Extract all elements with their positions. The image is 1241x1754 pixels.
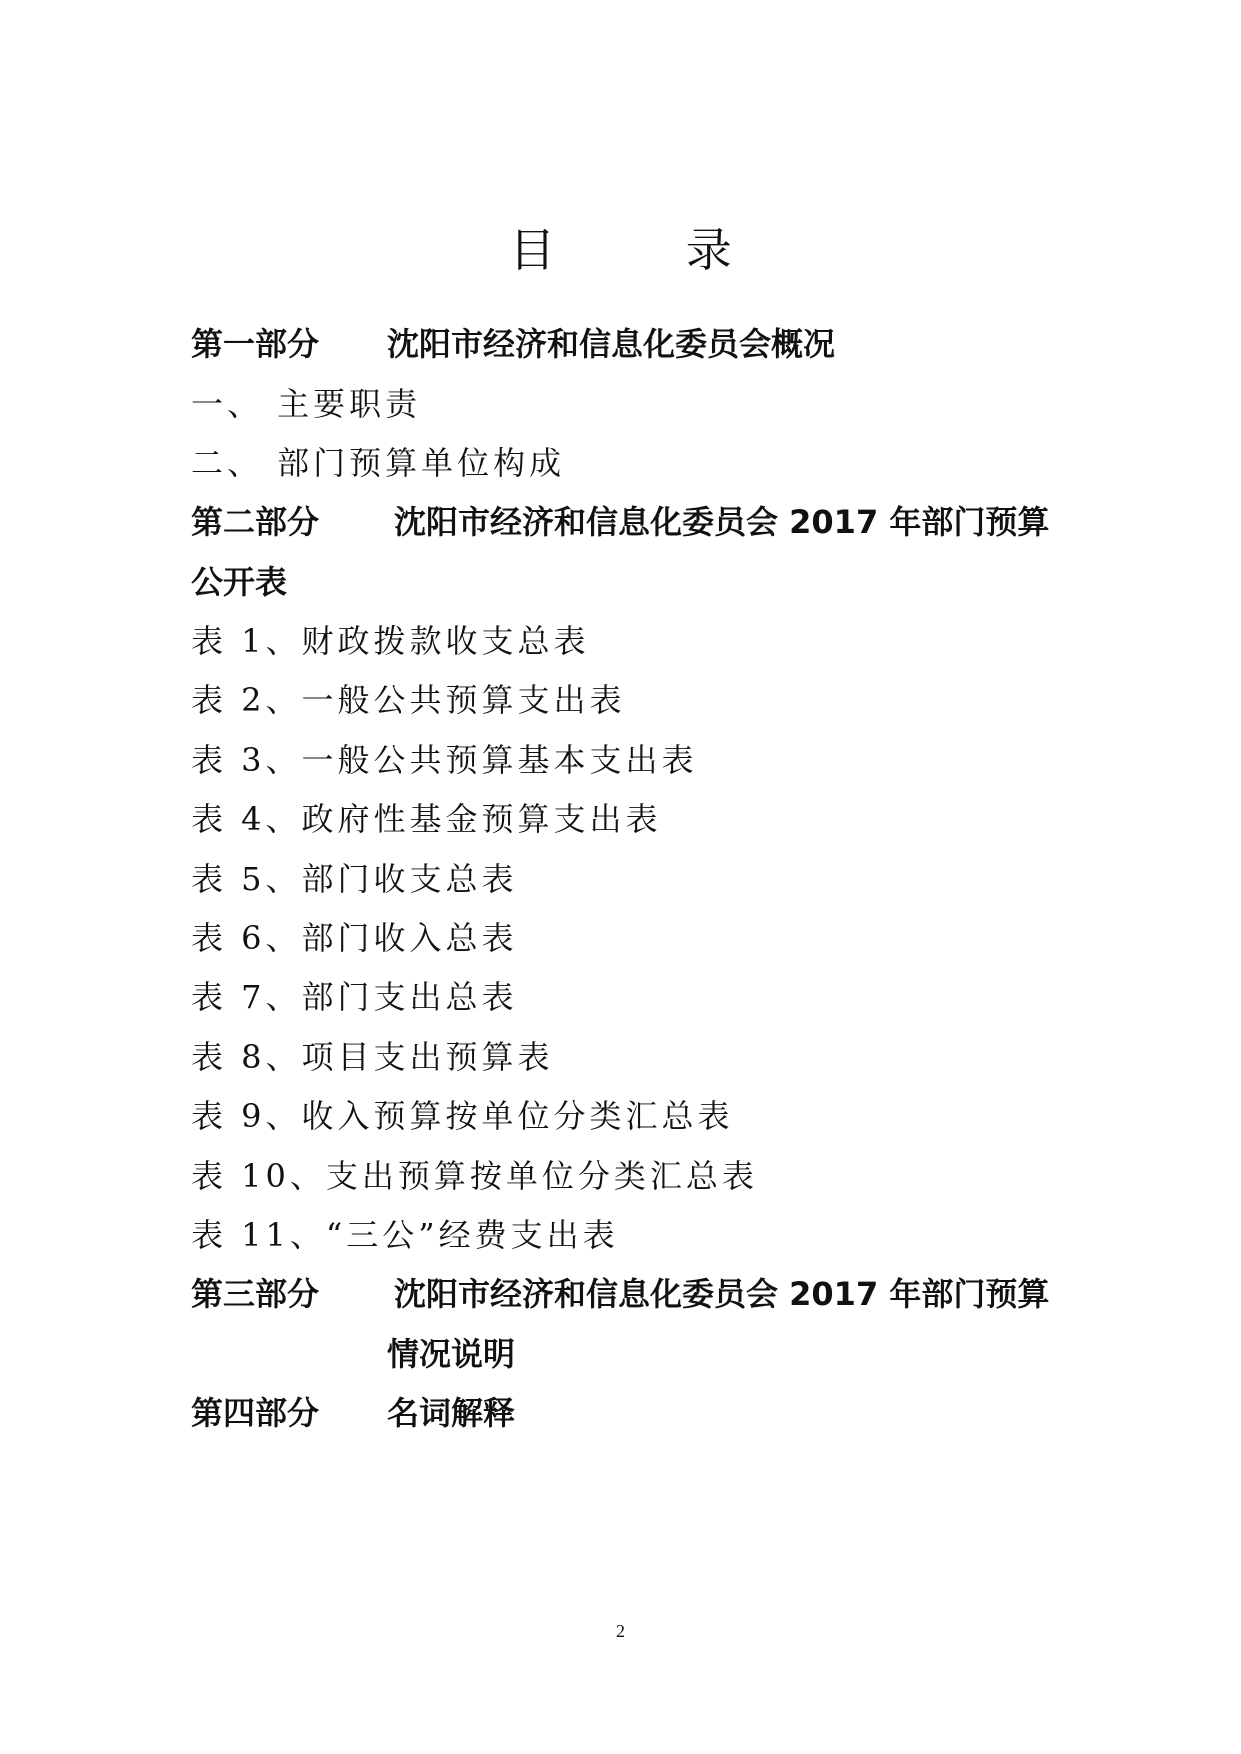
toc-part-3-continuation: 情况说明 xyxy=(387,1335,516,1373)
toc-part-3 xyxy=(191,1274,1049,1314)
toc-table-item: 表 10、支出预算按单位分类汇总表 xyxy=(191,1157,758,1195)
toc-part-2-text: 沈阳市经济和信息化委员会 2017 年部门预算 xyxy=(394,503,1050,541)
toc-table-item: 表 9、收入预算按单位分类汇总表 xyxy=(191,1097,734,1135)
toc-table-item: 表 3、一般公共预算基本支出表 xyxy=(191,741,698,779)
toc-table-item: 表 8、项目支出预算表 xyxy=(191,1038,554,1076)
toc-section-item: 一、 主要职责 xyxy=(191,385,422,423)
toc-table-item: 表 2、一般公共预算支出表 xyxy=(191,681,626,719)
toc-table-item: 表 7、部门支出总表 xyxy=(191,978,518,1016)
toc-part-2-label: 第二部分 xyxy=(191,503,320,541)
toc-part-2-continuation: 公开表 xyxy=(191,563,288,601)
toc-part-2 xyxy=(191,502,1049,542)
toc-part-4-label: 第四部分 xyxy=(191,1394,320,1432)
toc-part-3-text: 沈阳市经济和信息化委员会 2017 年部门预算 xyxy=(394,1275,1050,1313)
toc-part-4 xyxy=(191,1393,515,1433)
toc-table-item: 表 1、财政拨款收支总表 xyxy=(191,622,590,660)
toc-part-1 xyxy=(191,324,835,364)
toc-table-item: 表 4、政府性基金预算支出表 xyxy=(191,800,662,838)
toc-table-item: 表 11、“三公”经费支出表 xyxy=(191,1216,619,1254)
toc-part-1-label: 第一部分 xyxy=(191,325,320,363)
page-number: 2 xyxy=(616,1621,625,1641)
toc-part-1-text: 沈阳市经济和信息化委员会概况 xyxy=(387,325,836,363)
toc-section-item: 二、 部门预算单位构成 xyxy=(191,444,566,482)
toc-table-item: 表 6、部门收入总表 xyxy=(191,919,518,957)
toc-part-4-text: 名词解释 xyxy=(387,1394,516,1432)
toc-table-item: 表 5、部门收支总表 xyxy=(191,860,518,898)
page-title: 目 录 xyxy=(509,223,790,277)
toc-part-3-label: 第三部分 xyxy=(191,1275,320,1313)
